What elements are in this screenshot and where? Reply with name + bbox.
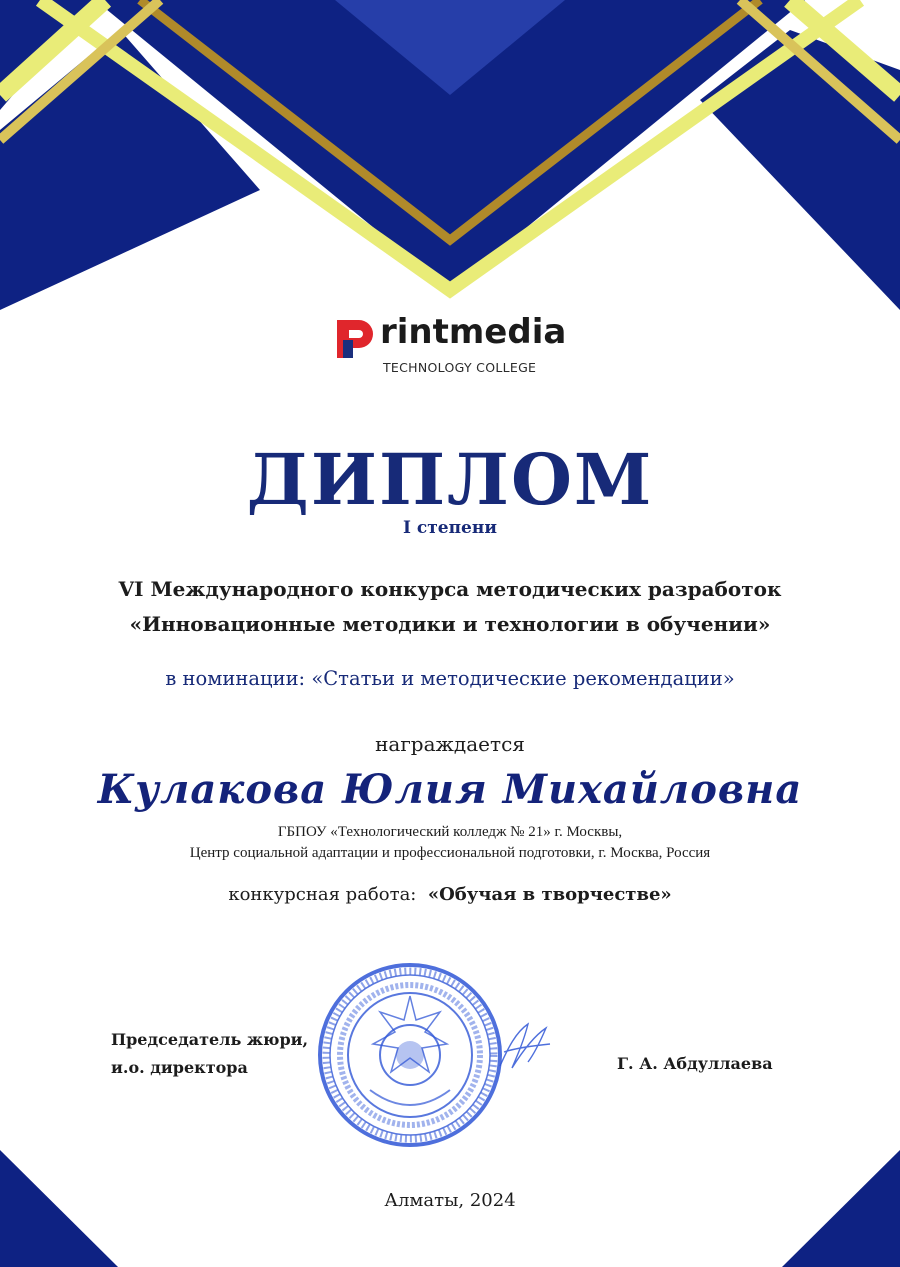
contest-name: [0, 572, 900, 642]
logo-subtitle: TECHNOLOGY COLLEGE: [383, 360, 537, 375]
work-title: «Обучая в творчестве»: [427, 884, 672, 905]
diploma-degree: I степени: [403, 518, 497, 538]
awarded-label: награждается: [375, 732, 525, 756]
nomination: в номинации: «Статьи и методические рекомендации»: [165, 667, 735, 690]
diploma-title: ДИПЛОМ: [246, 438, 654, 521]
director-signature-icon: [494, 1018, 554, 1078]
contest-line-2: «Инновационные методики и технологии в обучении»: [129, 612, 771, 636]
jury-chairman: [111, 1026, 308, 1082]
competition-work: [0, 884, 900, 905]
official-seal-icon: [315, 960, 505, 1150]
organization-line-2: Центр социальной адаптации и профессиональной подготовки, г. Москва, Россия: [189, 845, 711, 861]
jury-line-1: Председатель жюри,: [111, 1030, 309, 1049]
recipient-organization: [0, 822, 900, 864]
jury-line-2: и.о. директора: [111, 1058, 248, 1077]
contest-line-1: VI Международного конкурса методических разработок: [118, 577, 782, 601]
printmedia-logo-icon: [333, 316, 377, 360]
work-label: конкурсная работа:: [228, 884, 417, 905]
city-year: Алматы, 2024: [384, 1190, 516, 1211]
recipient-name: Кулакова Юлия Михайловна: [97, 766, 803, 813]
college-logo: [0, 313, 900, 383]
logo-wordmark: rintmedia: [380, 312, 567, 352]
director-name: Г. А. Абдуллаева: [617, 1054, 773, 1073]
organization-line-1: ГБПОУ «Технологический колледж № 21» г. Москвы,: [277, 824, 623, 840]
